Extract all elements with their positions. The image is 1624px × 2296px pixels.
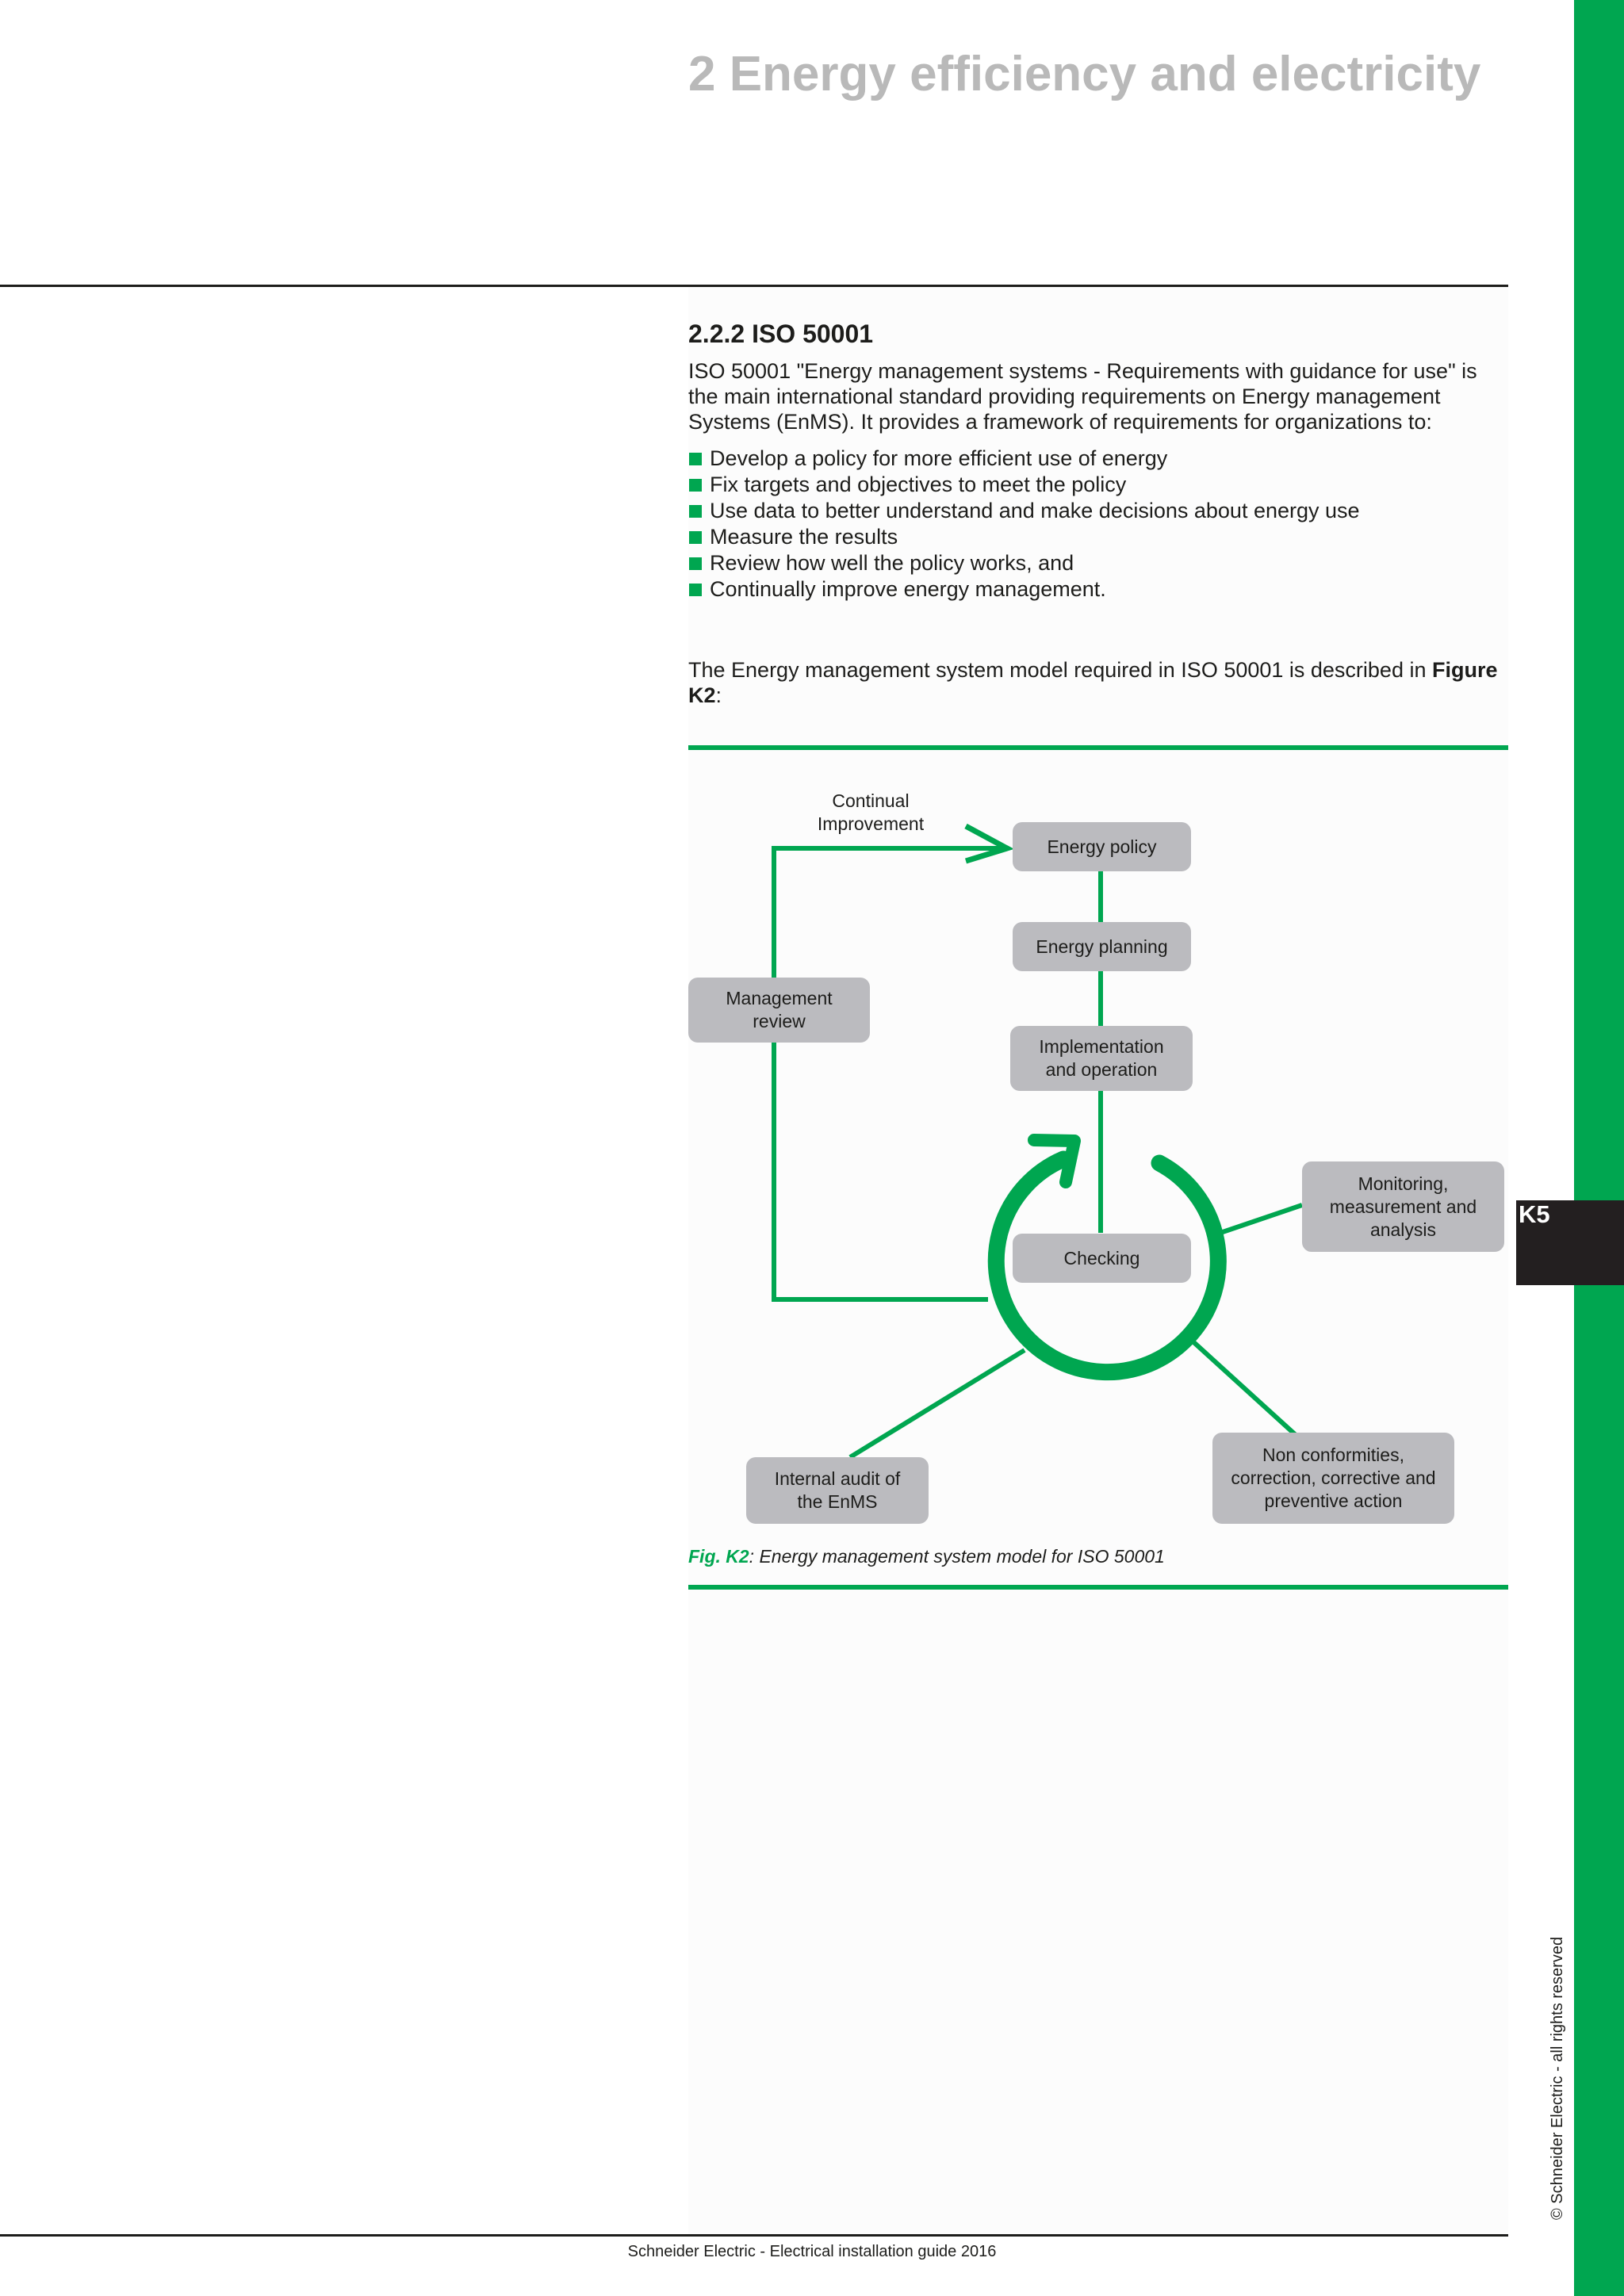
spoke-internal-audit	[850, 1350, 1025, 1457]
bullet-square-icon	[689, 479, 702, 492]
bullet-square-icon	[689, 453, 702, 465]
spoke-monitoring	[1218, 1205, 1302, 1234]
footer-text: Schneider Electric - Electrical installation guide 2016	[627, 2243, 997, 2260]
energy-policy-box: Energy policy	[1013, 822, 1191, 871]
internal-audit-box: Internal audit of the EnMS	[746, 1457, 929, 1524]
implementation-box: Implementation and operation	[1010, 1026, 1193, 1091]
list-item: Measure the results	[688, 524, 1360, 550]
list-item: Review how well the policy works, and	[688, 550, 1360, 576]
monitoring-box: Monitoring, measurement and analysis	[1302, 1161, 1504, 1252]
footer-rule	[0, 2234, 1508, 2237]
figure-reference: Figure K2	[688, 658, 1498, 707]
chapter-title: 2 Energy efficiency and electricity	[688, 47, 1481, 101]
bullet-square-icon	[689, 584, 702, 596]
list-item: Use data to better understand and make decisions about energy use	[688, 498, 1360, 524]
diagram-connectors	[688, 757, 1508, 1534]
continual-improvement-line	[774, 848, 1007, 1299]
intro-paragraph: ISO 50001 "Energy management systems - Requirements with guidance for use" is the main international standard providing requirements on Energy management Systems (EnMS). It provides a framework of requirements for organizations to:	[688, 359, 1477, 434]
requirements-list	[688, 446, 1360, 603]
bullet-square-icon	[689, 557, 702, 570]
energy-planning-box: Energy planning	[1013, 922, 1191, 971]
copyright-note: © Schneider Electric - all rights reserved	[1549, 1936, 1566, 2220]
figure-bottom-rule	[688, 1585, 1508, 1590]
continual-improvement-label: Continual Improvement	[817, 790, 925, 834]
non-conformities-box: Non conformities, correction, corrective and preventive action	[1212, 1433, 1454, 1524]
figure-caption-text: : Energy management system model for ISO 50001	[749, 1546, 1165, 1567]
page-tab	[1516, 1200, 1624, 1285]
bullet-square-icon	[689, 505, 702, 518]
bullet-square-icon	[689, 531, 702, 544]
figure-intro-paragraph: The Energy management system model required in ISO 50001 is described in Figure K2:	[688, 658, 1498, 707]
section-title: 2.2.2 ISO 50001	[688, 320, 874, 348]
list-item: Fix targets and objectives to meet the policy	[688, 472, 1360, 498]
figure-top-rule	[688, 745, 1508, 750]
list-item: Develop a policy for more efficient use of energy	[688, 446, 1360, 472]
list-item: Continually improve energy management.	[688, 576, 1360, 603]
figure-caption	[688, 1546, 1165, 1567]
continual-improvement-arrowhead	[966, 826, 1007, 861]
spoke-non-conformities	[1190, 1339, 1296, 1435]
side-accent-bar	[1574, 0, 1624, 2296]
page-tab-label: K5	[1519, 1200, 1550, 1228]
checking-box: Checking	[1013, 1234, 1191, 1283]
figure-caption-ref: Fig. K2	[688, 1546, 749, 1567]
management-review-box: Management review	[688, 978, 870, 1043]
enms-diagram	[688, 757, 1508, 1534]
